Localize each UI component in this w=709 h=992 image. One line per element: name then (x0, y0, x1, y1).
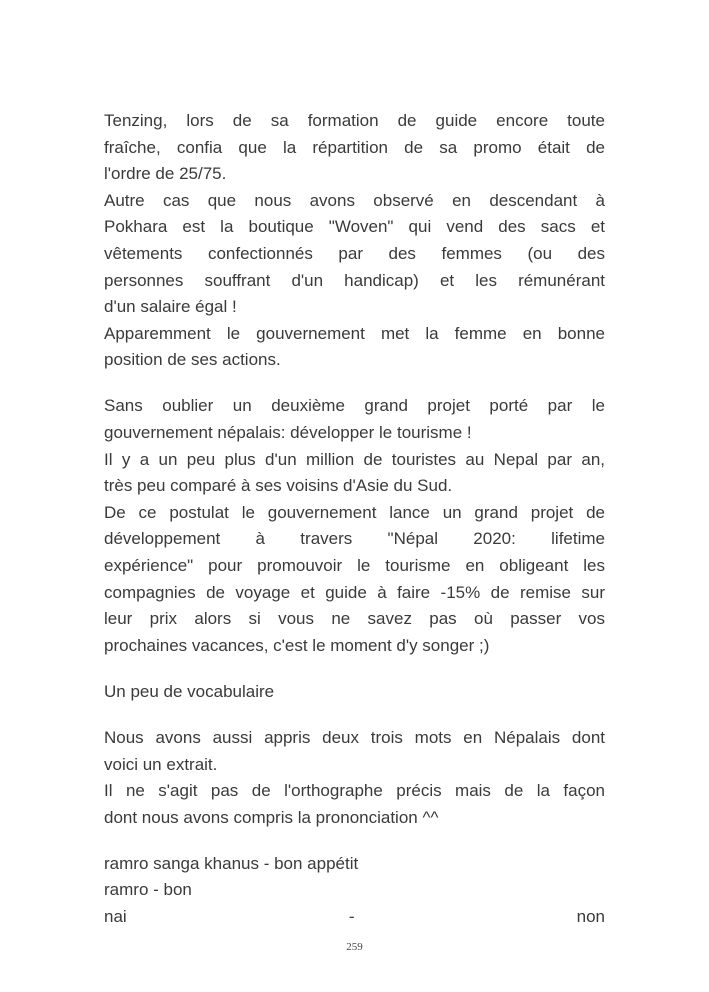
text-line: Tenzing, lors de sa formation de guide encore toute (104, 111, 605, 130)
text-line: voici un extrait. (104, 754, 218, 774)
page-body (104, 108, 605, 950)
paragraph (104, 679, 605, 706)
text-line: De ce postulat le gouvernement lance un grand projet de (104, 502, 605, 522)
text-line: Sans oublier un deuxième grand projet porté par le (104, 396, 605, 416)
text-line: fraîche, confia que la répartition de sa promo était de (104, 137, 605, 157)
text-line: position de ses actions. (104, 350, 281, 370)
text-line: développement à travers "Népal 2020: lifetime (104, 529, 605, 549)
text-line: nai - non (104, 907, 605, 927)
paragraph (104, 393, 605, 659)
paragraph (104, 725, 605, 831)
paragraph (104, 851, 605, 931)
text-line: Autre cas que nous avons observé en descendant à (104, 190, 605, 210)
text-line: Un peu de vocabulaire (104, 681, 275, 701)
text-line: prochaines vacances, c'est le moment d'y songer ;) (104, 635, 490, 655)
text-line: Pokhara est la boutique "Woven" qui vend des sacs et (104, 217, 605, 237)
text-line: gouvernement népalais: développer le tourisme ! (104, 423, 472, 443)
text-line: compagnies de voyage et guide à faire -15% de remise sur (104, 582, 605, 602)
text-line: très peu comparé à ses voisins d'Asie du Sud. (104, 476, 453, 496)
text-line: ramro - bon (104, 880, 192, 900)
text-line: Nous avons aussi appris deux trois mots en Népalais dont (104, 727, 605, 747)
text-line: Il ne s'agit pas de l'orthographe précis mais de la façon (104, 781, 605, 801)
text-line: leur prix alors si vous ne savez pas où passer vos (104, 609, 605, 629)
text-line: l'ordre de 25/75. (104, 164, 227, 184)
text-line: expérience" pour promouvoir le tourisme en obligeant les (104, 556, 605, 575)
text-line: Apparemment le gouvernement met la femme en bonne (104, 323, 605, 343)
text-line: Il y a un peu plus d'un million de touristes au Nepal par an, (104, 449, 605, 469)
text-line: d'un salaire égal ! (104, 297, 237, 317)
page-number: 259 (346, 941, 363, 953)
text-line: vêtements confectionnés par des femmes (ou des (104, 243, 605, 263)
text-line: ramro sanga khanus - bon appétit (104, 853, 359, 873)
text-line: personnes souffrant d'un handicap) et les rémunérant (104, 270, 605, 290)
paragraph (104, 108, 605, 374)
text-line: dont nous avons compris la prononciation ^^ (104, 807, 439, 827)
